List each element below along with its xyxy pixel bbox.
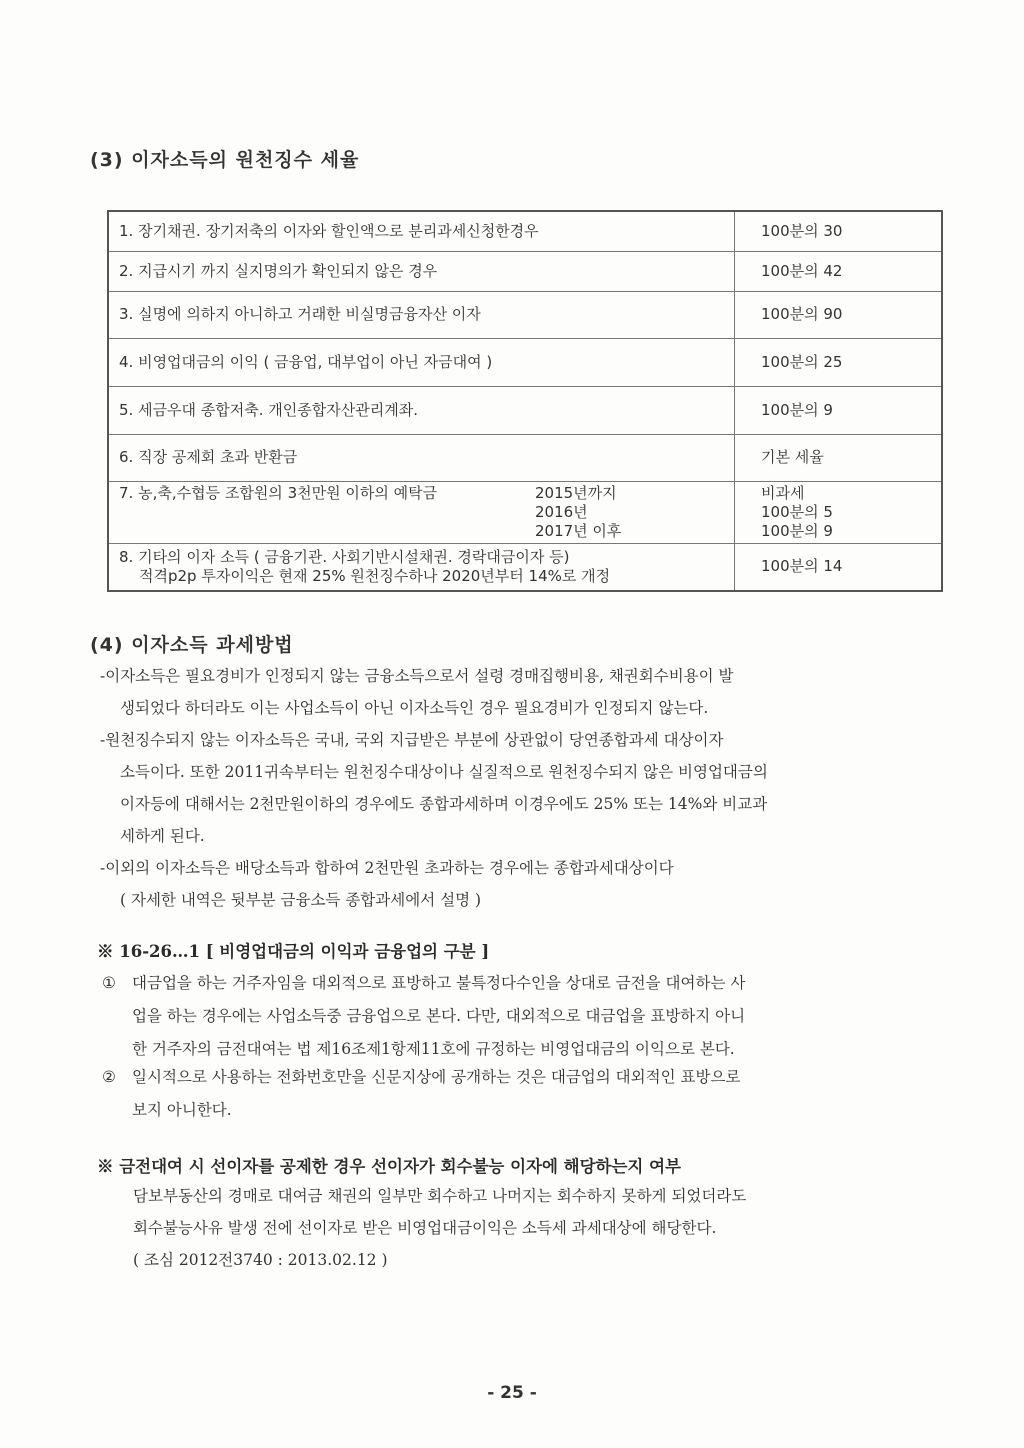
taxation-method-body xyxy=(100,660,960,916)
row7-rate: 비과세 xyxy=(761,483,805,502)
table-row xyxy=(108,434,942,481)
row-rate: 기본 세율 xyxy=(735,434,943,481)
paragraph-line: -원천징수되지 않는 이자소득은 국내, 국외 지급받은 부분에 상관없이 당연종합과세 대상이자 xyxy=(100,731,724,749)
paragraph-line: -이외의 이자소득은 배당소득과 합하여 2천만원 초과하는 경우에는 종합과세대상이다 xyxy=(100,859,674,877)
note-2-title: ※ 금전대여 시 선이자를 공제한 경우 선이자가 회수불능 이자에 해당하는지 여부 xyxy=(97,1157,681,1176)
withholding-rate-table xyxy=(107,210,943,592)
row-label xyxy=(108,481,735,543)
row7-rate: 100분의 9 xyxy=(761,521,833,540)
row-rate: 100분의 30 xyxy=(735,211,943,251)
note-1-title: ※ 16-26…1 [ 비영업대금의 이익과 금융업의 구분 ] xyxy=(97,942,490,961)
row-label: 3. 실명에 의하지 아니하고 거래한 비실명금융자산 이자 xyxy=(108,291,735,338)
row7-period: 2017년 이후 xyxy=(535,521,622,540)
table-row xyxy=(108,481,942,543)
item-number: ② xyxy=(102,1068,116,1086)
note-line: 담보부동산의 경매로 대여금 채권의 일부만 회수하고 나머지는 회수하지 못하게 되었더라도 xyxy=(133,1187,747,1205)
table-row xyxy=(108,386,942,434)
table-row xyxy=(108,251,942,291)
table-row xyxy=(108,338,942,386)
row-rate: 100분의 90 xyxy=(735,291,943,338)
item-line: 일시적으로 사용하는 전화번호만을 신문지상에 공개하는 것은 대금업의 대외적인 표방으로 xyxy=(132,1068,741,1086)
item-number: ① xyxy=(102,974,116,992)
table-row xyxy=(108,211,942,251)
note-1-item-1 xyxy=(102,967,952,1066)
item-line: 업을 하는 경우에는 사업소득중 금융업으로 본다. 다만, 대외적으로 대금업을 표방하지 아니 xyxy=(132,1007,746,1025)
paragraph-line: -이자소득은 필요경비가 인정되지 않는 금융소득으로서 설령 경매집행비용, 채권회수비용이 발 xyxy=(100,667,734,685)
row-label xyxy=(108,543,735,591)
row-rate: 100분의 9 xyxy=(735,386,943,434)
note-1-item-2 xyxy=(102,1061,952,1127)
item-line: 대금업을 하는 거주자임을 대외적으로 표방하고 불특정다수인을 상대로 금전을 대여하는 사 xyxy=(132,974,746,992)
row7-line-3 xyxy=(119,522,724,541)
row7-line-1 xyxy=(119,484,724,503)
note-line: 회수불능사유 발생 전에 선이자로 받은 비영업대금이익은 소득세 과세대상에 해당한다. xyxy=(133,1219,717,1237)
item-line: 한 거주자의 금전대여는 법 제16조제1항제11호에 규정하는 비영업대금의 이익으로 본다. xyxy=(132,1040,735,1058)
row7-label: 7. 농,축,수협등 조합원의 3천만원 이하의 예탁금 xyxy=(119,483,438,502)
note-2-body xyxy=(133,1180,963,1276)
row8-line-1: 8. 기타의 이자 소득 ( 금융기관. 사회기반시설채권. 경락대금이자 등) xyxy=(119,547,570,566)
row8-line-2: 적격p2p 투자이익은 현재 25% 원천징수하나 2020년부터 14%로 개정 xyxy=(139,566,611,585)
row7-period: 2015년까지 xyxy=(535,483,617,502)
paragraph-line: 생되었다 하더라도 이는 사업소득이 아닌 이자소득인 경우 필요경비가 인정되지 않는다. xyxy=(120,699,709,717)
row-label: 4. 비영업대금의 이익 ( 금융업, 대부업이 아닌 자금대여 ) xyxy=(108,338,735,386)
row-label: 6. 직장 공제회 초과 반환금 xyxy=(108,434,735,481)
row-label: 2. 지급시기 까지 실지명의가 확인되지 않은 경우 xyxy=(108,251,735,291)
row-rate: 100분의 42 xyxy=(735,251,943,291)
paragraph-line: ( 자세한 내역은 뒷부분 금융소득 종합과세에서 설명 ) xyxy=(120,891,482,909)
note-line: ( 조심 2012전3740 : 2013.02.12 ) xyxy=(133,1251,388,1269)
item-line: 보지 아니한다. xyxy=(132,1101,232,1119)
row7-period: 2016년 xyxy=(535,502,588,521)
section-3-title: (3) 이자소득의 원천징수 세율 xyxy=(90,149,360,171)
row-rate: 100분의 14 xyxy=(735,543,943,591)
row7-rate: 100분의 5 xyxy=(761,502,833,521)
row-label: 5. 세금우대 종합저축. 개인종합자산관리계좌. xyxy=(108,386,735,434)
paragraph-line: 소득이다. 또한 2011귀속부터는 원천징수대상이나 실질적으로 원천징수되지 않은 비영업대금의 xyxy=(120,763,768,781)
paragraph-line: 이자등에 대해서는 2천만원이하의 경우에도 종합과세하며 이경우에도 25% 또는 14%와 비교과 xyxy=(120,795,768,813)
table-row xyxy=(108,543,942,591)
table-row xyxy=(108,291,942,338)
row-rate: 100분의 25 xyxy=(735,338,943,386)
paragraph-line: 세하게 된다. xyxy=(120,827,205,845)
page-number: - 25 - xyxy=(487,1383,537,1403)
section-4-title: (4) 이자소득 과세방법 xyxy=(90,634,294,656)
row-label: 1. 장기채권. 장기저축의 이자와 할인액으로 분리과세신청한경우 xyxy=(108,211,735,251)
row7-line-2 xyxy=(119,503,724,522)
row-rate xyxy=(735,481,943,543)
